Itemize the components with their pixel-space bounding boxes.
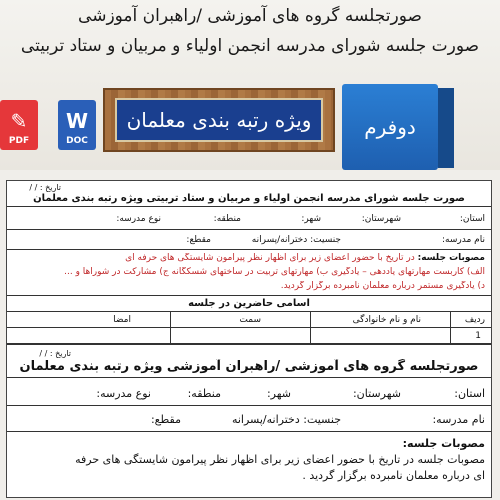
col-sign: امضا xyxy=(113,315,131,325)
banner xyxy=(103,88,335,152)
form1-date: تاریخ : / / xyxy=(29,183,61,192)
word-glyph-icon: W xyxy=(65,109,89,133)
title-line-2: صورت جلسه شورای مدرسه انجمن اولیاء و مربیان و ستاد تربیتی xyxy=(20,36,480,56)
form1-title: صورت جلسه شورای مدرسه انجمن اولیاء و مربیان و ستاد تربیتی ویژه رتبه بندی معلمان xyxy=(33,193,465,204)
form1-district: منطقه: xyxy=(213,214,241,224)
doc-label: DOC xyxy=(66,136,88,146)
form1-level: مقطع: xyxy=(186,235,211,245)
form1-minutes xyxy=(7,253,485,263)
pdf-icon xyxy=(0,100,38,150)
form2-minutes-label: مصوبات جلسه: xyxy=(402,437,485,450)
form1-county: شهرستان: xyxy=(361,214,401,224)
doform-badge: دوفرم xyxy=(342,84,438,170)
form2-district: منطقه: xyxy=(187,387,221,400)
form1-minutes-label: مصوبات جلسه: xyxy=(417,253,485,263)
form1-province: استان: xyxy=(459,214,485,224)
form1-item-a: الف) کاربست مهارتهای یاددهی – یادگیری ب) مهارتهای تربیت در ساختهای شسکگانه ج) مشارکت در شوراها و ... xyxy=(64,267,485,277)
form2-level: مقطع: xyxy=(150,413,181,426)
attendees-title: اسامی حاضرین در جلسه xyxy=(188,298,310,309)
col-name: نام و نام خانوادگی xyxy=(352,315,421,325)
doform-spine xyxy=(438,88,454,168)
form1-item-d: د) یادگیری مستمر درباره معلمان نامبرده برگزار گردید. xyxy=(280,281,485,291)
banner-text: ویژه رتبه بندی معلمان xyxy=(115,98,323,142)
form2-gender: جنسیت: دخترانه/پسرانه xyxy=(231,413,341,426)
word-doc-icon xyxy=(58,100,96,150)
form2-school-type: نوع مدرسه: xyxy=(96,387,151,400)
document-preview xyxy=(6,180,492,498)
form2-county: شهرستان: xyxy=(352,387,401,400)
form2-city: شهر: xyxy=(266,387,291,400)
form2-school-name: نام مدرسه: xyxy=(432,413,485,426)
acrobat-glyph-icon: ✎ xyxy=(10,109,28,133)
form1-school-name: نام مدرسه: xyxy=(442,235,485,245)
form2-minutes-text2: ای درباره معلمان نامبرده برگزار گردید . xyxy=(302,469,485,482)
form1-gender: جنسیت: دخترانه/پسرانه xyxy=(251,235,341,245)
row-1: 1 xyxy=(475,331,481,341)
form2-date: تاریخ : / / xyxy=(39,349,71,358)
title-line-1: صورتجلسه گروه های آموزشی /راهبران آموزشی xyxy=(78,6,422,26)
form1-school-type: نوع مدرسه: xyxy=(116,214,161,224)
form2-minutes-text: مصوبات جلسه در تاریخ با حضور اعضای زیر برای اظهار نظر پیرامون شایستگی های حرفه xyxy=(75,453,485,466)
col-row: ردیف xyxy=(464,315,485,325)
form1-city: شهر: xyxy=(301,214,321,224)
form1-minutes-text: در تاریخ با حضور اعضای زیر برای اظهار نظر پیرامون شایستگی های حرفه ای xyxy=(125,253,415,263)
form2-province: استان: xyxy=(454,387,485,400)
form2-title: صورتجلسه گروه های آموزشی /راهبران آموزشی ویژه رتبه بندی معلمان xyxy=(19,359,479,374)
pdf-label: PDF xyxy=(8,136,30,146)
col-role: سمت xyxy=(239,315,261,325)
